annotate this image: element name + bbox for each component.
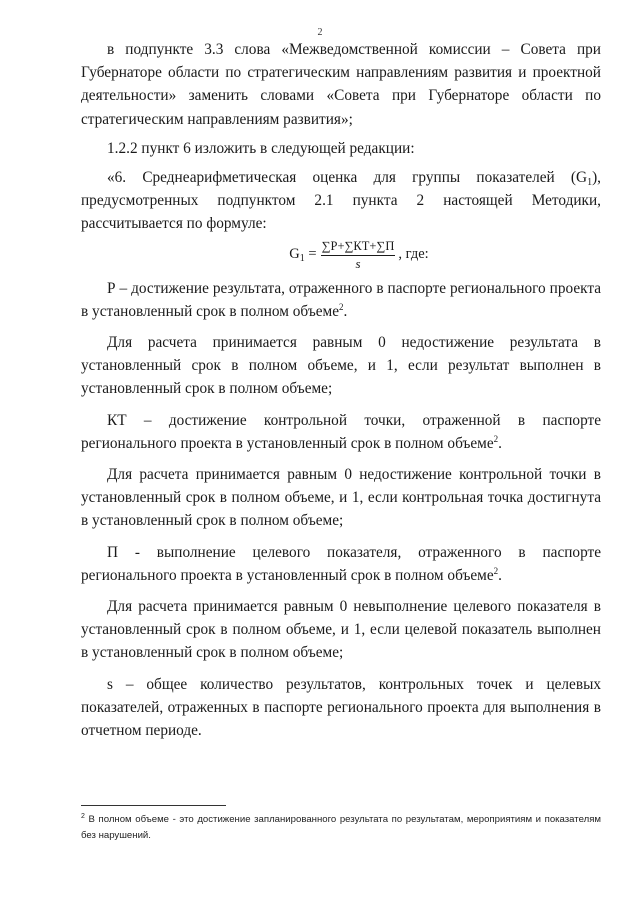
paragraph-kt-calc [81, 463, 601, 533]
footnote [81, 812, 601, 844]
footnote-ref: 2 [339, 301, 344, 312]
paragraph-text: КТ – достижение контрольной точки, отраженной в паспорте регионального проекта в установленный срок в полном объеме [81, 411, 601, 452]
paragraph-kt-definition: КТ – достижение контрольной точки, отраженной в паспорте регионального проекта в установленный срок в полном объеме$^2$. [81, 411, 601, 452]
footnote-ref: 2 [493, 565, 499, 576]
formula [117, 238, 601, 271]
paragraph-s-definition [81, 673, 601, 743]
formula-where: , где: [398, 245, 429, 262]
paragraph-clause [81, 137, 601, 160]
paragraph-pi-definition: П - выполнение целевого показателя, отраженного в паспорте регионального проекта в установленный срок в полном объеме$^2$. [81, 543, 601, 584]
paragraph-text: Для расчета принимается равным 0 недостижение результата в установленный срок в полном объеме, и 1, если результат выполнен в установленный срок в полном объеме; [81, 334, 601, 398]
formula-numerator: ∑Р+∑КТ+∑П [321, 238, 396, 256]
document-body [81, 38, 601, 742]
formula-subscript: 1 [299, 252, 305, 264]
footnote-divider [81, 805, 226, 806]
formula-fraction [321, 238, 396, 271]
paragraph-text: s – общее количество результатов, контрольных точек и целевых показателей, отраженных в паспорте регионального проекта для выполнения в отчетном периоде. [81, 675, 601, 740]
paragraph-text: «6. Среднеарифметическая оценка для группы показателей (G [107, 169, 588, 187]
formula-symbol: G [289, 245, 300, 262]
footnote-text: В полном объеме - это достижение запланированного результата по результатам, мероприятиям и показателям без нарушений. [81, 814, 601, 841]
paragraph-text: в подпункте 3.3 слова «Межведомственной комиссии – Совета при Губернаторе области по стратегическим направлениям развития и проектной деятельности» заменить словами «Совета при Губернаторе области по стратегическим направлениям развития»; [81, 41, 601, 128]
footnote-ref: 2 [493, 433, 499, 444]
formula-denominator: s [355, 255, 361, 271]
page-number: 2 [317, 27, 323, 38]
paragraph-text: Р – достижение результата, отраженного в паспорте регионального проекта в установленный срок в полном объеме [81, 279, 601, 320]
footnote-marker: 2 [81, 813, 85, 820]
formula-lhs [289, 243, 316, 266]
paragraph-text: 1.2.2 пункт 6 изложить в следующей редакции: [107, 139, 415, 157]
paragraph-amendment [81, 38, 601, 131]
paragraph-p-calc [81, 331, 601, 401]
paragraph-text: Для расчета принимается равным 0 невыполнение целевого показателя в установленный срок в полном объеме, и 1, если целевой показатель выполнен в установленный срок в полном объеме; [81, 598, 601, 662]
paragraph-text: Для расчета принимается равным 0 недостижение контрольной точки в установленный срок в полном объеме, и 1, если контрольная точка достигнута в установленный срок в полном объеме; [81, 466, 601, 530]
paragraph-method [81, 166, 601, 236]
paragraph-pi-calc [81, 595, 601, 665]
subscript: 1 [587, 177, 593, 189]
paragraph-text: ), предусмотренных подпунктом 2.1 пункта 2 настоящей Методики, рассчитывается по формуле: [81, 169, 601, 233]
paragraph-p-definition: Р – достижение результата, отраженного в паспорте регионального проекта в установленный срок в полном объеме$^2$. [81, 279, 601, 320]
formula-equals: = [304, 245, 317, 262]
paragraph-text: П - выполнение целевого показателя, отраженного в паспорте регионального проекта в установленный срок в полном объеме [81, 543, 601, 584]
